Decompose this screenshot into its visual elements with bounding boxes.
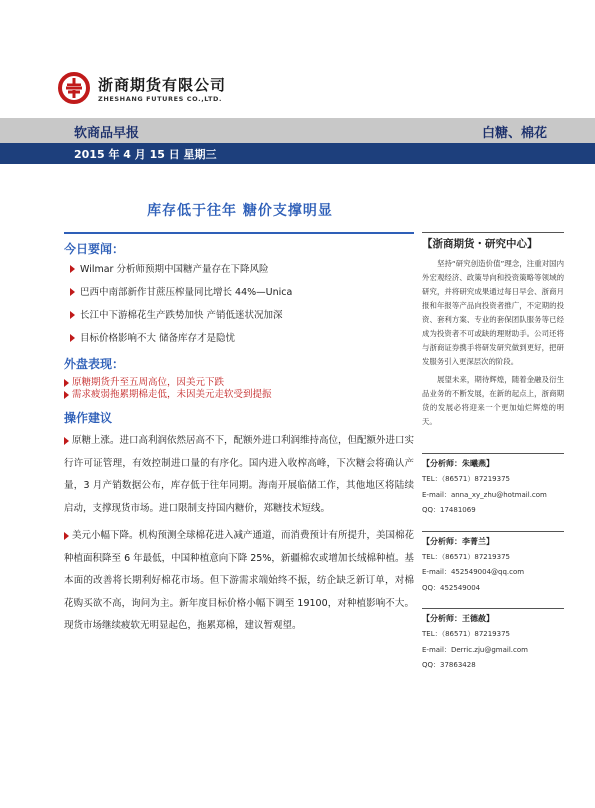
market-item: 原糖期货升至五周高位，因美元下跌: [64, 377, 414, 389]
section-divider: [64, 232, 414, 234]
report-headline: 库存低于往年 糖价支撑明显: [147, 203, 333, 219]
research-center-title: 【浙商期货・研究中心】: [422, 238, 538, 250]
news-item: 目标价格影响不大 储备库存才是隐忧: [64, 332, 414, 345]
sidebar-divider: [422, 232, 564, 233]
analyst-email: E-mail：452549004@qq.com: [422, 568, 525, 576]
report-date: 2015 年 4 月 15 日 星期三: [74, 148, 217, 161]
bullet-arrow-icon: [64, 379, 69, 387]
analyst-divider: [422, 608, 564, 609]
analyst-card: [422, 453, 564, 519]
research-center-paragraph: 展望未来，期待辉煌，随着金融及衍生品业务的不断发展，在新的起点上，浙商期货的发展必将迎来一个更加灿烂辉煌的明天。: [422, 375, 564, 426]
bullet-arrow-icon: [64, 532, 69, 540]
sidebar: [422, 232, 564, 674]
today-news-list: [64, 263, 414, 345]
main-content: [64, 232, 414, 643]
operation-paragraph-sugar: 原糖上涨。进口高利润依然居高不下，配额外进口利润维持高位，但配额外进口实行许可证管理，有效控制进口量的有序化。国内进入收榨高峰，下次糖会将确认产量，3 月产销数据公布，库存低于往年同期。海南开展临储工作，其他地区将陆续启动，支撑现货市场。进口限制支持国内糖价，郑糖技术短线。: [64, 435, 415, 514]
company-logo: [58, 72, 258, 106]
analyst-email: E-mail：Derric.zju@gmail.com: [422, 645, 528, 654]
analyst-tel: TEL：（86571）87219375: [422, 552, 510, 561]
analyst-qq: QQ：17481069: [422, 506, 476, 514]
analyst-qq: QQ：452549004: [422, 583, 481, 592]
bullet-arrow-icon: [70, 288, 75, 296]
bullet-arrow-icon: [70, 265, 75, 273]
analyst-divider: [422, 453, 564, 454]
bullet-arrow-icon: [64, 437, 69, 445]
news-item: 巴西中南部新作甘蔗压榨量同比增长 44%—Unica: [64, 286, 414, 299]
analyst-card: [422, 608, 564, 674]
company-name-en: ZHESHANG FUTURES CO.,LTD.: [98, 95, 223, 103]
analyst-name: 【分析师：王德赦】: [422, 614, 494, 623]
company-name-cn: 浙商期货有限公司: [98, 76, 227, 94]
research-center-paragraph: 坚持“研究创造价值”理念，注重对国内外宏观经济、政策导向和投资策略等领域的研究，并将研究成果通过每日早会、浙商月报和年报等产品向投资者推广，不定期的投资、套利方案、专业的套保团队服务等已经成为投资者不可或缺的理财助手。公司还将与浙商证券携手将研发研究做到更好，把研发服务引入更深层次的阶段。: [422, 259, 564, 366]
today-news-title: 今日要闻：: [64, 242, 125, 256]
news-item: 长江中下游棉花生产跌势加快 产销低迷状况加深: [64, 309, 414, 322]
bullet-arrow-icon: [70, 334, 75, 342]
analyst-tel: TEL：（86571）87219375: [422, 630, 510, 638]
market-item: 需求疲弱拖累期棉走低，未因美元走软受到提振: [64, 389, 414, 401]
analyst-qq: QQ：37863428: [422, 661, 476, 669]
bullet-arrow-icon: [64, 391, 69, 399]
analyst-tel: TEL：（86571）87219375: [422, 475, 510, 483]
report-type: 软商品早报: [74, 126, 140, 141]
analyst-name: 【分析师：朱曦燕】: [422, 459, 494, 468]
analyst-card: [422, 531, 564, 597]
commodity-label: 白糖、棉花: [481, 126, 547, 141]
analyst-email: E-mail：anna_xy_zhu@hotmail.com: [422, 490, 547, 499]
external-market-title: 外盘表现：: [64, 357, 125, 371]
analyst-divider: [422, 531, 564, 532]
operation-paragraph-cotton: 美元小幅下降。机构预测全球棉花进入减产通道，而消费预计有所提升，美国棉花种植面积降至 6 年最低，中国种植意向下降 25%，新疆棉农或增加长绒棉种植。基本面的改善将长期利好棉花市场。但下游需求端始终不振，纺企缺乏新订单，对棉花购买欲不高，询问为主。新年度目标价格小幅下调至 19100，对种植影响不大。现货市场继续疲软无明显起色，拖累郑棉，建议暂观望。: [64, 530, 415, 631]
operation-title: 操作建议: [64, 411, 113, 425]
zheshang-logo-icon: [58, 72, 90, 104]
news-item: Wilmar 分析师预期中国糖产量存在下降风险: [64, 263, 414, 276]
analyst-name: 【分析师：李菁兰】: [422, 536, 494, 546]
bullet-arrow-icon: [70, 311, 75, 319]
